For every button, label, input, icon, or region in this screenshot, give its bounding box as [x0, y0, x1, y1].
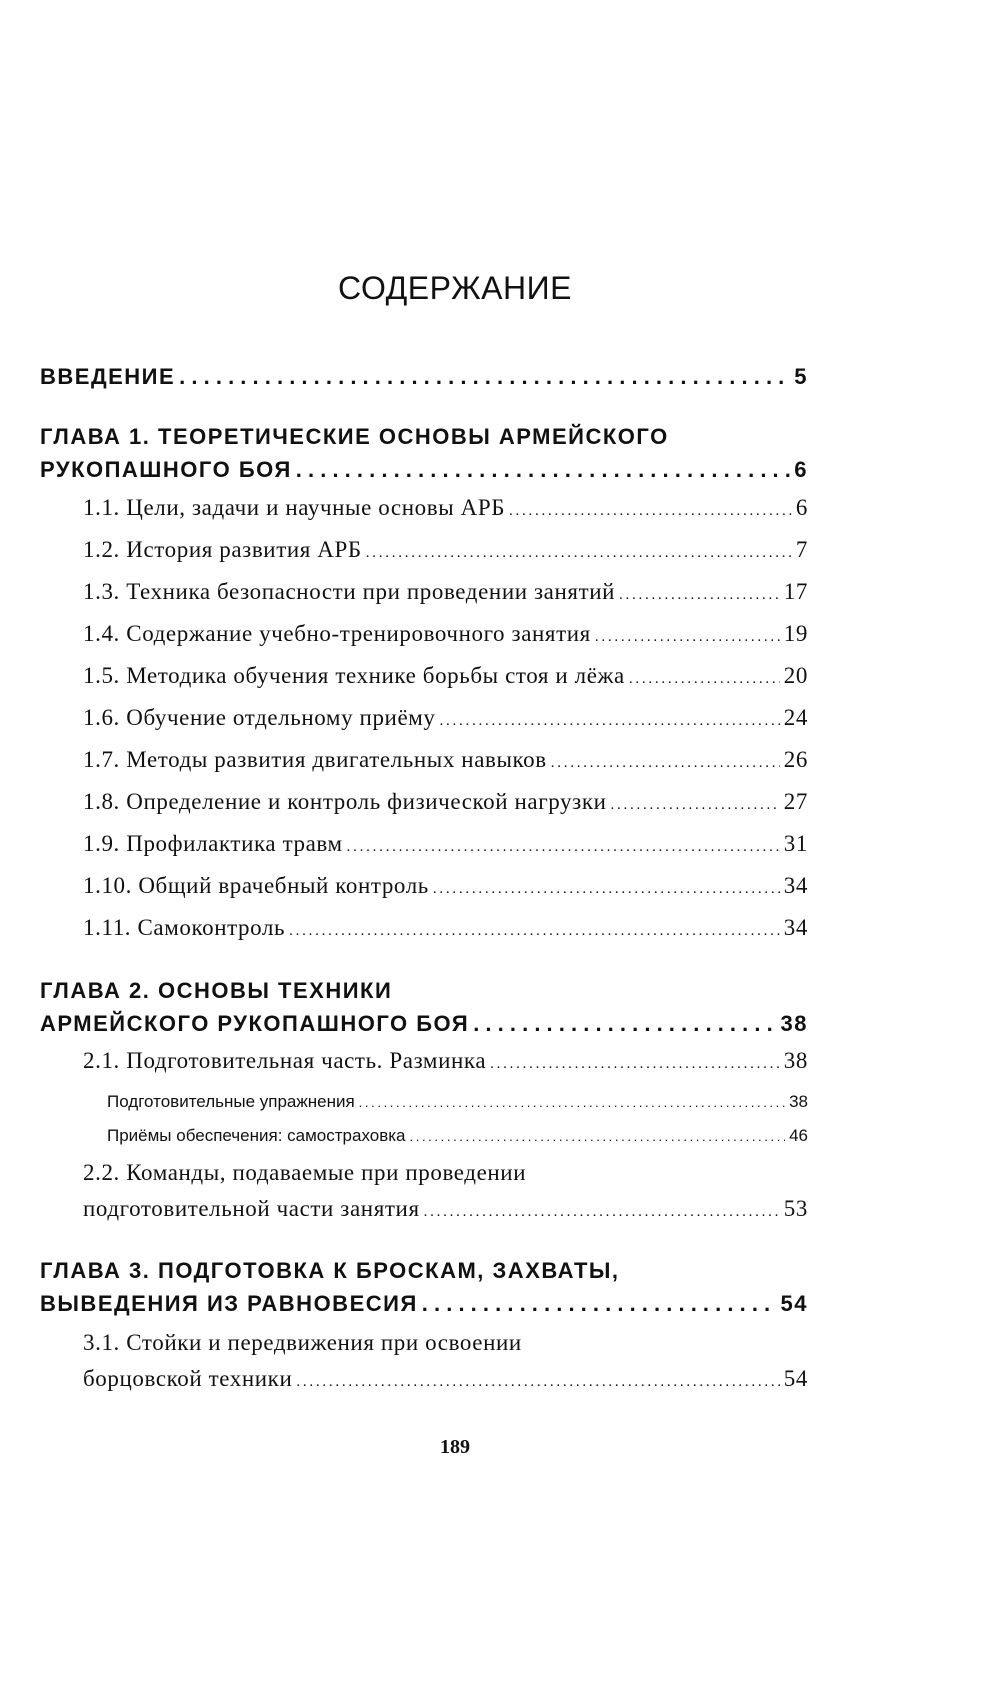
toc-entry-label: РУКОПАШНОГО БОЯ [40, 457, 292, 482]
dot-leader [619, 579, 780, 605]
toc-entry-label: 1.3. Техника безопасности при проведении занятий [83, 579, 616, 604]
toc-entry-label: АРМЕЙСКОГО РУКОПАШНОГО БОЯ [40, 1011, 470, 1036]
toc-entry-2-2[interactable] [83, 1196, 808, 1222]
toc-entry-3-1[interactable] [83, 1366, 808, 1392]
toc-entry-label: 2.1. Подготовительная часть. Разминка [83, 1048, 487, 1073]
toc-entry-intro[interactable] [40, 364, 808, 390]
dot-leader [509, 495, 792, 521]
toc-entry-label: ВЫВЕДЕНИЯ ИЗ РАВНОВЕСИЯ [40, 1291, 418, 1316]
chapter-2-heading: ГЛАВА 2. ОСНОВЫ ТЕХНИКИ [40, 978, 393, 1003]
toc-page-number: 26 [783, 747, 808, 772]
toc-page-number: 34 [783, 873, 808, 898]
toc-page-number: 5 [794, 364, 808, 389]
dot-leader [359, 1092, 785, 1112]
toc-entry-label: 1.7. Методы развития двигательных навыков [83, 747, 547, 772]
dot-leader [490, 1048, 780, 1074]
toc-entry-label: борцовской техники [83, 1366, 293, 1391]
toc-page-number: 34 [783, 915, 808, 940]
page-title: СОДЕРЖАНИЕ [338, 270, 572, 306]
page-number-footer: 189 [440, 1436, 470, 1458]
dot-leader [296, 1366, 779, 1392]
toc-entry-1-7[interactable] [83, 747, 808, 773]
toc-entry-1-6[interactable] [83, 705, 808, 731]
toc-page-number: 38 [789, 1092, 808, 1111]
toc-entry-1-8[interactable] [83, 789, 808, 815]
dot-leader [629, 663, 780, 689]
dot-leader [551, 747, 780, 773]
toc-entry-1-3[interactable] [83, 579, 808, 605]
dot-leader [473, 1011, 776, 1037]
toc-entry-1-1[interactable] [83, 495, 808, 521]
toc-entry-label: 1.11. Самоконтроль [83, 915, 286, 940]
toc-entry-2-1-b[interactable] [107, 1126, 808, 1146]
toc-entry-label: подготовительной части занятия [83, 1196, 420, 1221]
dot-leader [433, 873, 780, 899]
toc-entry-2-1[interactable] [83, 1048, 808, 1074]
toc-page-number: 46 [789, 1126, 808, 1145]
dot-leader [289, 915, 780, 941]
toc-page-number: 6 [794, 457, 808, 482]
toc-entry-1-11[interactable] [83, 915, 808, 941]
toc-entry-chapter-2[interactable] [40, 1011, 808, 1037]
toc-entry-chapter-1[interactable] [40, 457, 808, 483]
toc-page-number: 38 [783, 1048, 808, 1073]
dot-leader [440, 705, 780, 731]
toc-entry-2-1-a[interactable] [107, 1092, 808, 1112]
toc-entry-label: 1.6. Обучение отдельному приёму [83, 705, 436, 730]
toc-entry-label: Подготовительные упражнения [107, 1092, 355, 1111]
toc-entry-label: 1.4. Содержание учебно-тренировочного занятия [83, 621, 591, 646]
toc-entry-chapter-3[interactable] [40, 1291, 808, 1317]
toc-page-number: 31 [783, 831, 808, 856]
dot-leader [179, 364, 790, 390]
dot-leader [424, 1196, 780, 1222]
toc-entry-1-2[interactable] [83, 537, 808, 563]
toc-page-number: 17 [783, 579, 808, 604]
toc-page-number: 6 [795, 495, 808, 520]
toc-page-number: 24 [783, 705, 808, 730]
toc-entry-1-10[interactable] [83, 873, 808, 899]
dot-leader [366, 537, 792, 563]
toc-page-number: 38 [780, 1011, 808, 1036]
toc-entry-2-2-line1: 2.2. Команды, подаваемые при проведении [83, 1160, 527, 1185]
chapter-1-heading: ГЛАВА 1. ТЕОРЕТИЧЕСКИЕ ОСНОВЫ АРМЕЙСКОГО [40, 424, 669, 449]
toc-entry-1-9[interactable] [83, 831, 808, 857]
toc-page-number: 54 [780, 1291, 808, 1316]
toc-entry-label: 1.5. Методика обучения технике борьбы стоя и лёжа [83, 663, 625, 688]
toc-entry-label: 1.10. Общий врачебный контроль [83, 873, 429, 898]
dot-leader [296, 457, 790, 483]
toc-page-number: 20 [783, 663, 808, 688]
toc-entry-1-4[interactable] [83, 621, 808, 647]
toc-entry-3-1-line1: 3.1. Стойки и передвижения при освоении [83, 1330, 522, 1355]
dot-leader [410, 1126, 786, 1146]
toc-entry-label: ВВЕДЕНИЕ [40, 364, 176, 389]
toc-page-number: 27 [783, 789, 808, 814]
toc-page-number: 19 [783, 621, 808, 646]
toc-entry-label: 1.2. История развития АРБ [83, 537, 362, 562]
toc-page-number: 7 [795, 537, 808, 562]
dot-leader [422, 1291, 777, 1317]
toc-entry-label: 1.1. Цели, задачи и научные основы АРБ [83, 495, 506, 520]
dot-leader [611, 789, 780, 815]
toc-entry-label: 1.9. Профилактика травм [83, 831, 343, 856]
toc-entry-label: Приёмы обеспечения: самостраховка [107, 1126, 406, 1145]
dot-leader [347, 831, 780, 857]
toc-entry-1-5[interactable] [83, 663, 808, 689]
toc-page-number: 54 [783, 1366, 808, 1391]
chapter-3-heading: ГЛАВА 3. ПОДГОТОВКА К БРОСКАМ, ЗАХВАТЫ, [40, 1258, 620, 1283]
dot-leader [595, 621, 780, 647]
toc-entry-label: 1.8. Определение и контроль физической нагрузки [83, 789, 607, 814]
toc-page-number: 53 [783, 1196, 808, 1221]
